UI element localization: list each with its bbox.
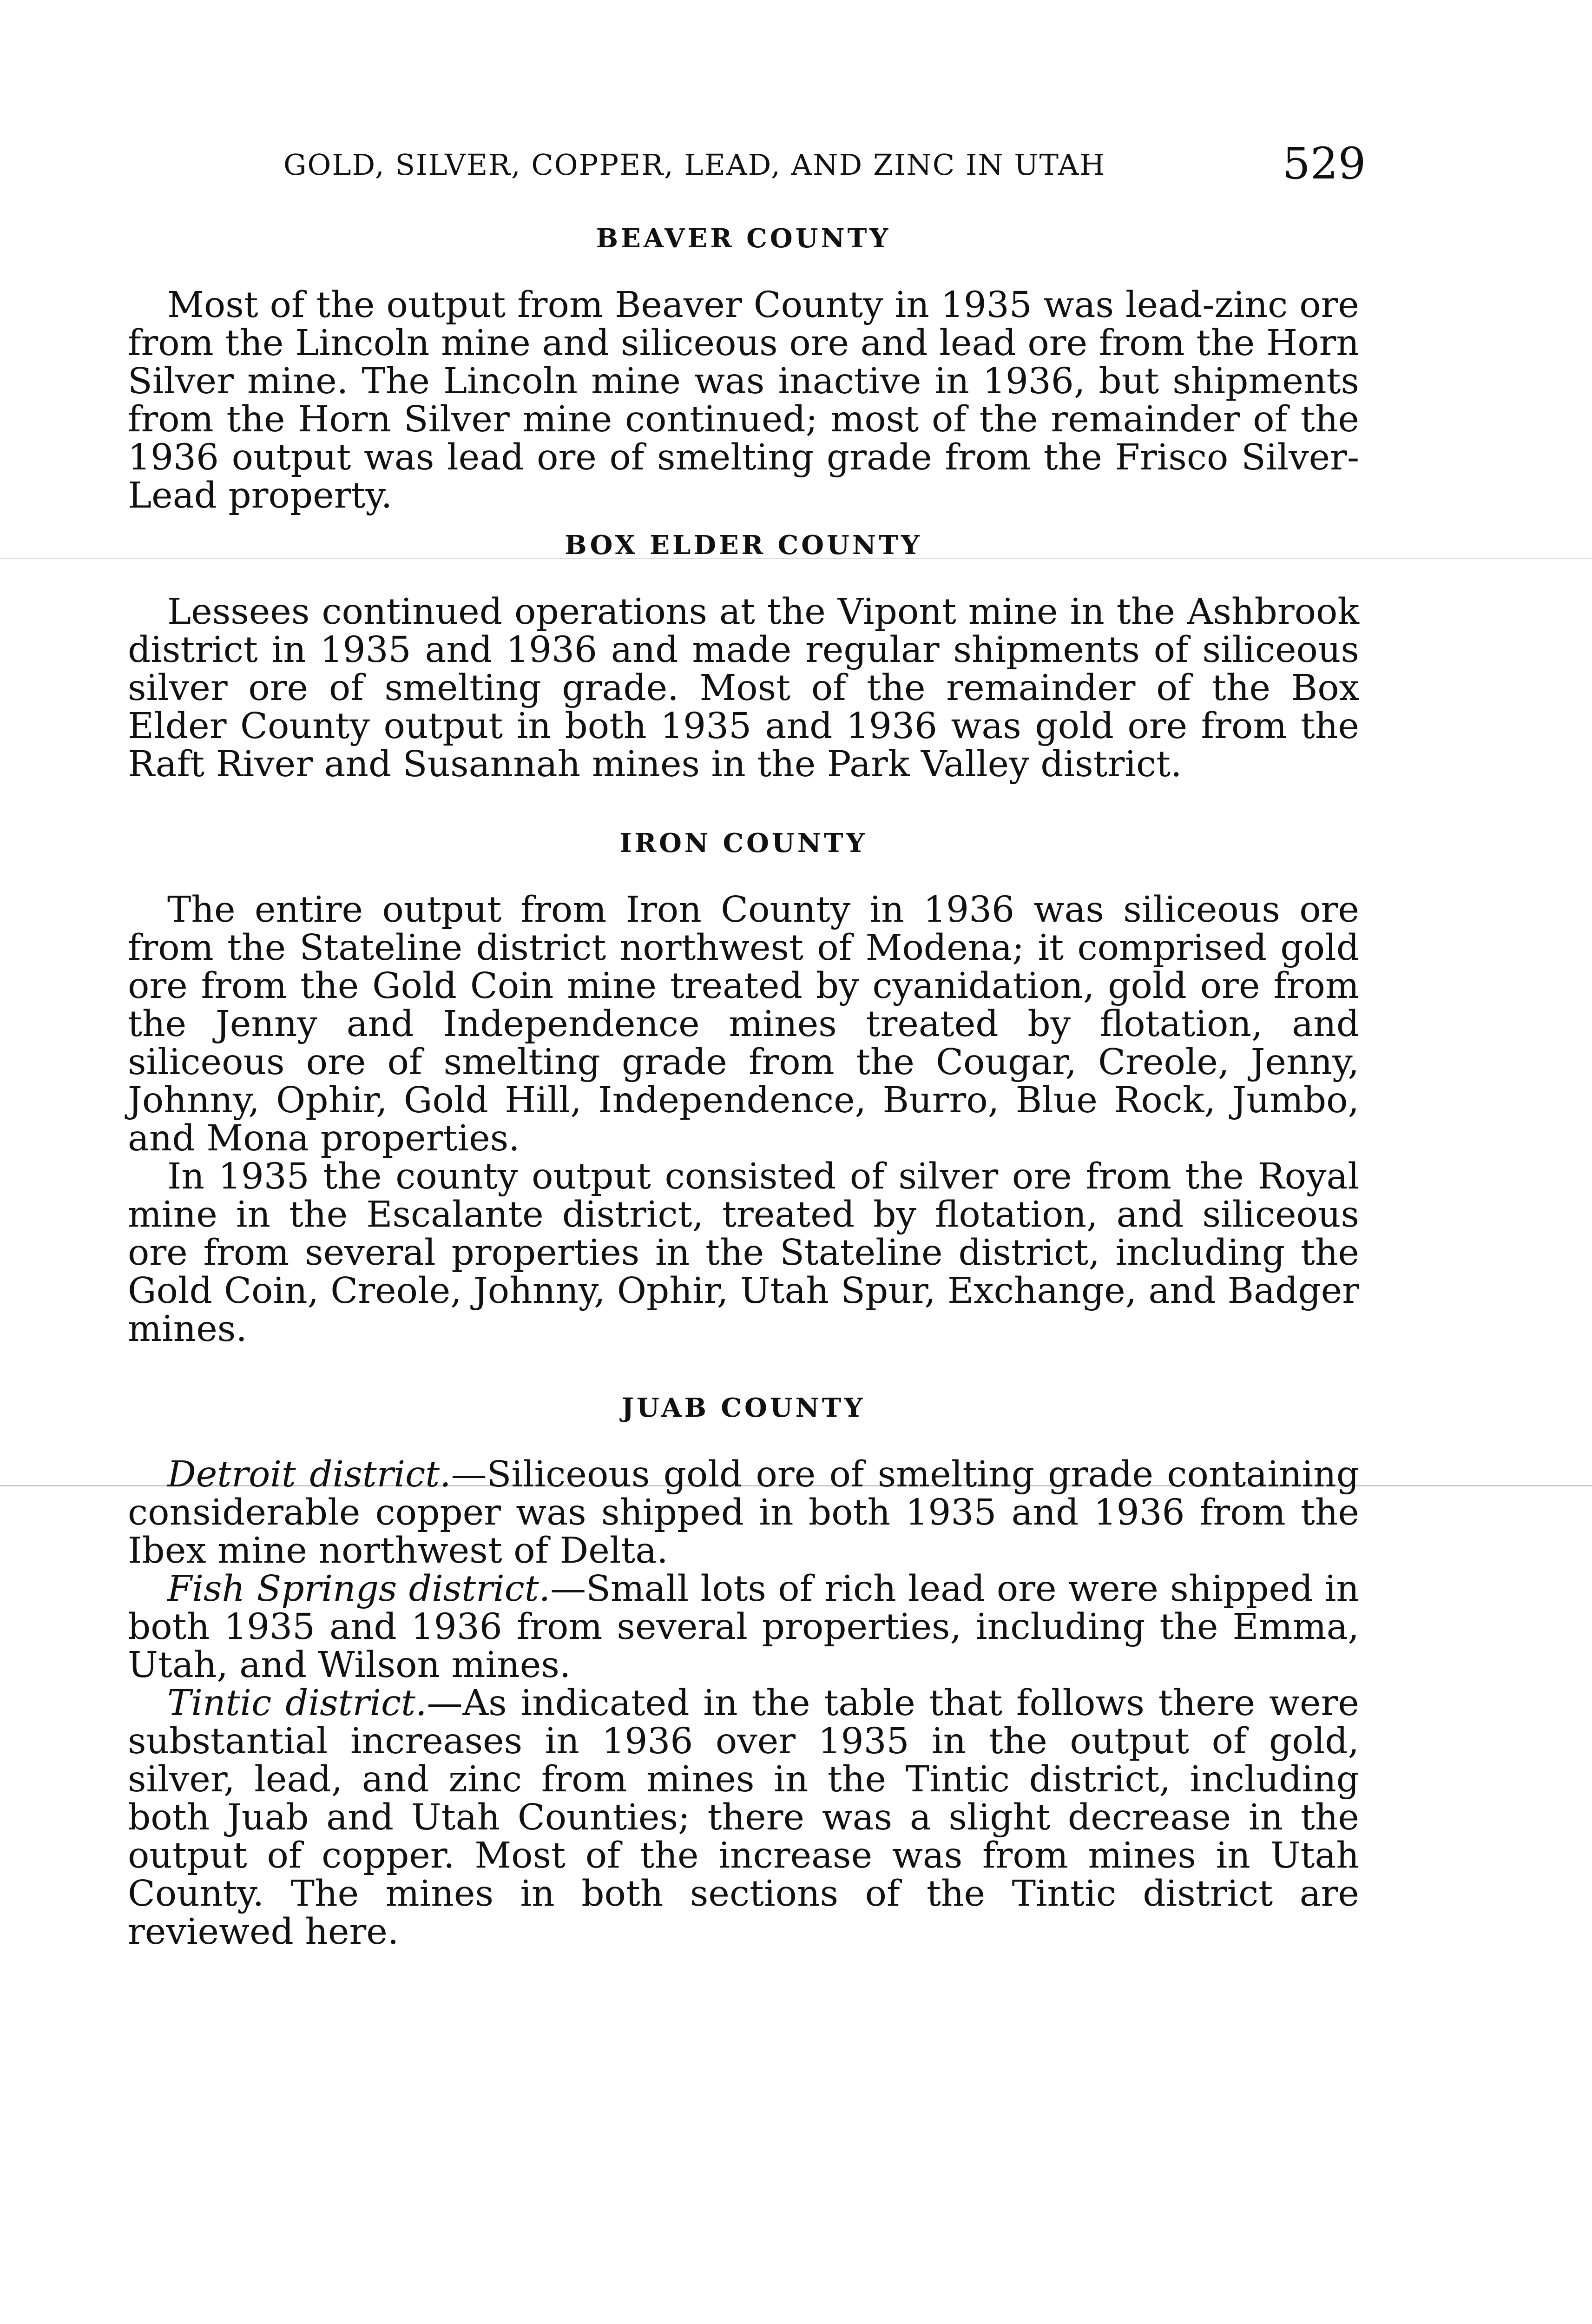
section-heading-iron-county: IRON COUNTY bbox=[619, 828, 868, 858]
paragraph: Most of the output from Beaver County in 1935 was lead-zinc ore from the Lincoln mine and siliceous ore and lead ore from the Horn Silver mine. The Lincoln mine was inactive in 1936, but shipments from the Horn Silver mine continued; most of the remainder of the 1936 output was lead ore of smelting grade from the Frisco Silver-Lead property. bbox=[128, 284, 1359, 516]
paragraph-body: —Small lots of rich lead ore were shipped in both 1935 and 1936 from several properties, including the Emma, Utah, and Wilson mines. bbox=[128, 1568, 1359, 1686]
paragraph-lead-in: Fish Springs district. bbox=[167, 1568, 551, 1610]
paragraph: In 1935 the county output consisted of silver ore from the Royal mine in the Escalante district, treated by flotation, and siliceous ore from several properties in the Stateline district, including the Gold Coin, Creole, Johnny, Ophir, Utah Spur, Exchange, and Badger mines. bbox=[128, 1156, 1359, 1350]
page-number: 529 bbox=[1283, 139, 1366, 189]
paragraph: Lessees continued operations at the Vipont mine in the Ashbrook district in 1935 and 1936 and made regular shipments of siliceous silver ore of smelting grade. Most of the remainder of the Box Elder County output in both 1935 and 1936 was gold ore from the Raft River and Susannah mines in the Park Valley district. bbox=[128, 591, 1359, 785]
paragraph-tintic-district bbox=[128, 1684, 1359, 1951]
section-heading-juab-county: JUAB COUNTY bbox=[621, 1393, 866, 1423]
paragraph-body: —Siliceous gold ore of smelting grade containing considerable copper was shipped in both 1935 and 1936 from the Ibex mine northwest of Delta. bbox=[128, 1454, 1359, 1571]
paragraph-detroit-district bbox=[128, 1456, 1359, 1570]
paragraph-fish-springs-district bbox=[128, 1570, 1359, 1684]
paragraph: The entire output from Iron County in 1936 was siliceous ore from the Stateline district northwest of Modena; it comprised gold ore from the Gold Coin mine treated by cyanidation, gold ore from the Jenny and Independence mines treated by flotation, and siliceous ore of smelting grade from the Cougar, Creole, Jenny, Johnny, Ophir, Gold Hill, Independence, Burro, Blue Rock, Jumbo, and Mona properties. bbox=[128, 889, 1359, 1159]
paragraph-lead-in: Detroit district. bbox=[167, 1454, 451, 1495]
text-column bbox=[128, 223, 1359, 1951]
paragraph-lead-in: Tintic district. bbox=[167, 1683, 427, 1724]
running-head-title: GOLD, SILVER, COPPER, LEAD, AND ZINC IN UTAH bbox=[283, 148, 1106, 182]
section-heading-beaver-county: BEAVER COUNTY bbox=[596, 223, 891, 254]
paragraph-body: —As indicated in the table that follows there were substantial increases in 1936 over 1935 in the output of gold, silver, lead, and zinc from mines in the Tintic district, including both Juab and Utah Counties; there was a slight decrease in the output of copper. Most of the increase was from mines in Utah County. The mines in both sections of the Tintic district are reviewed here. bbox=[128, 1683, 1359, 1953]
section-heading-box-elder-county: BOX ELDER COUNTY bbox=[565, 530, 922, 561]
